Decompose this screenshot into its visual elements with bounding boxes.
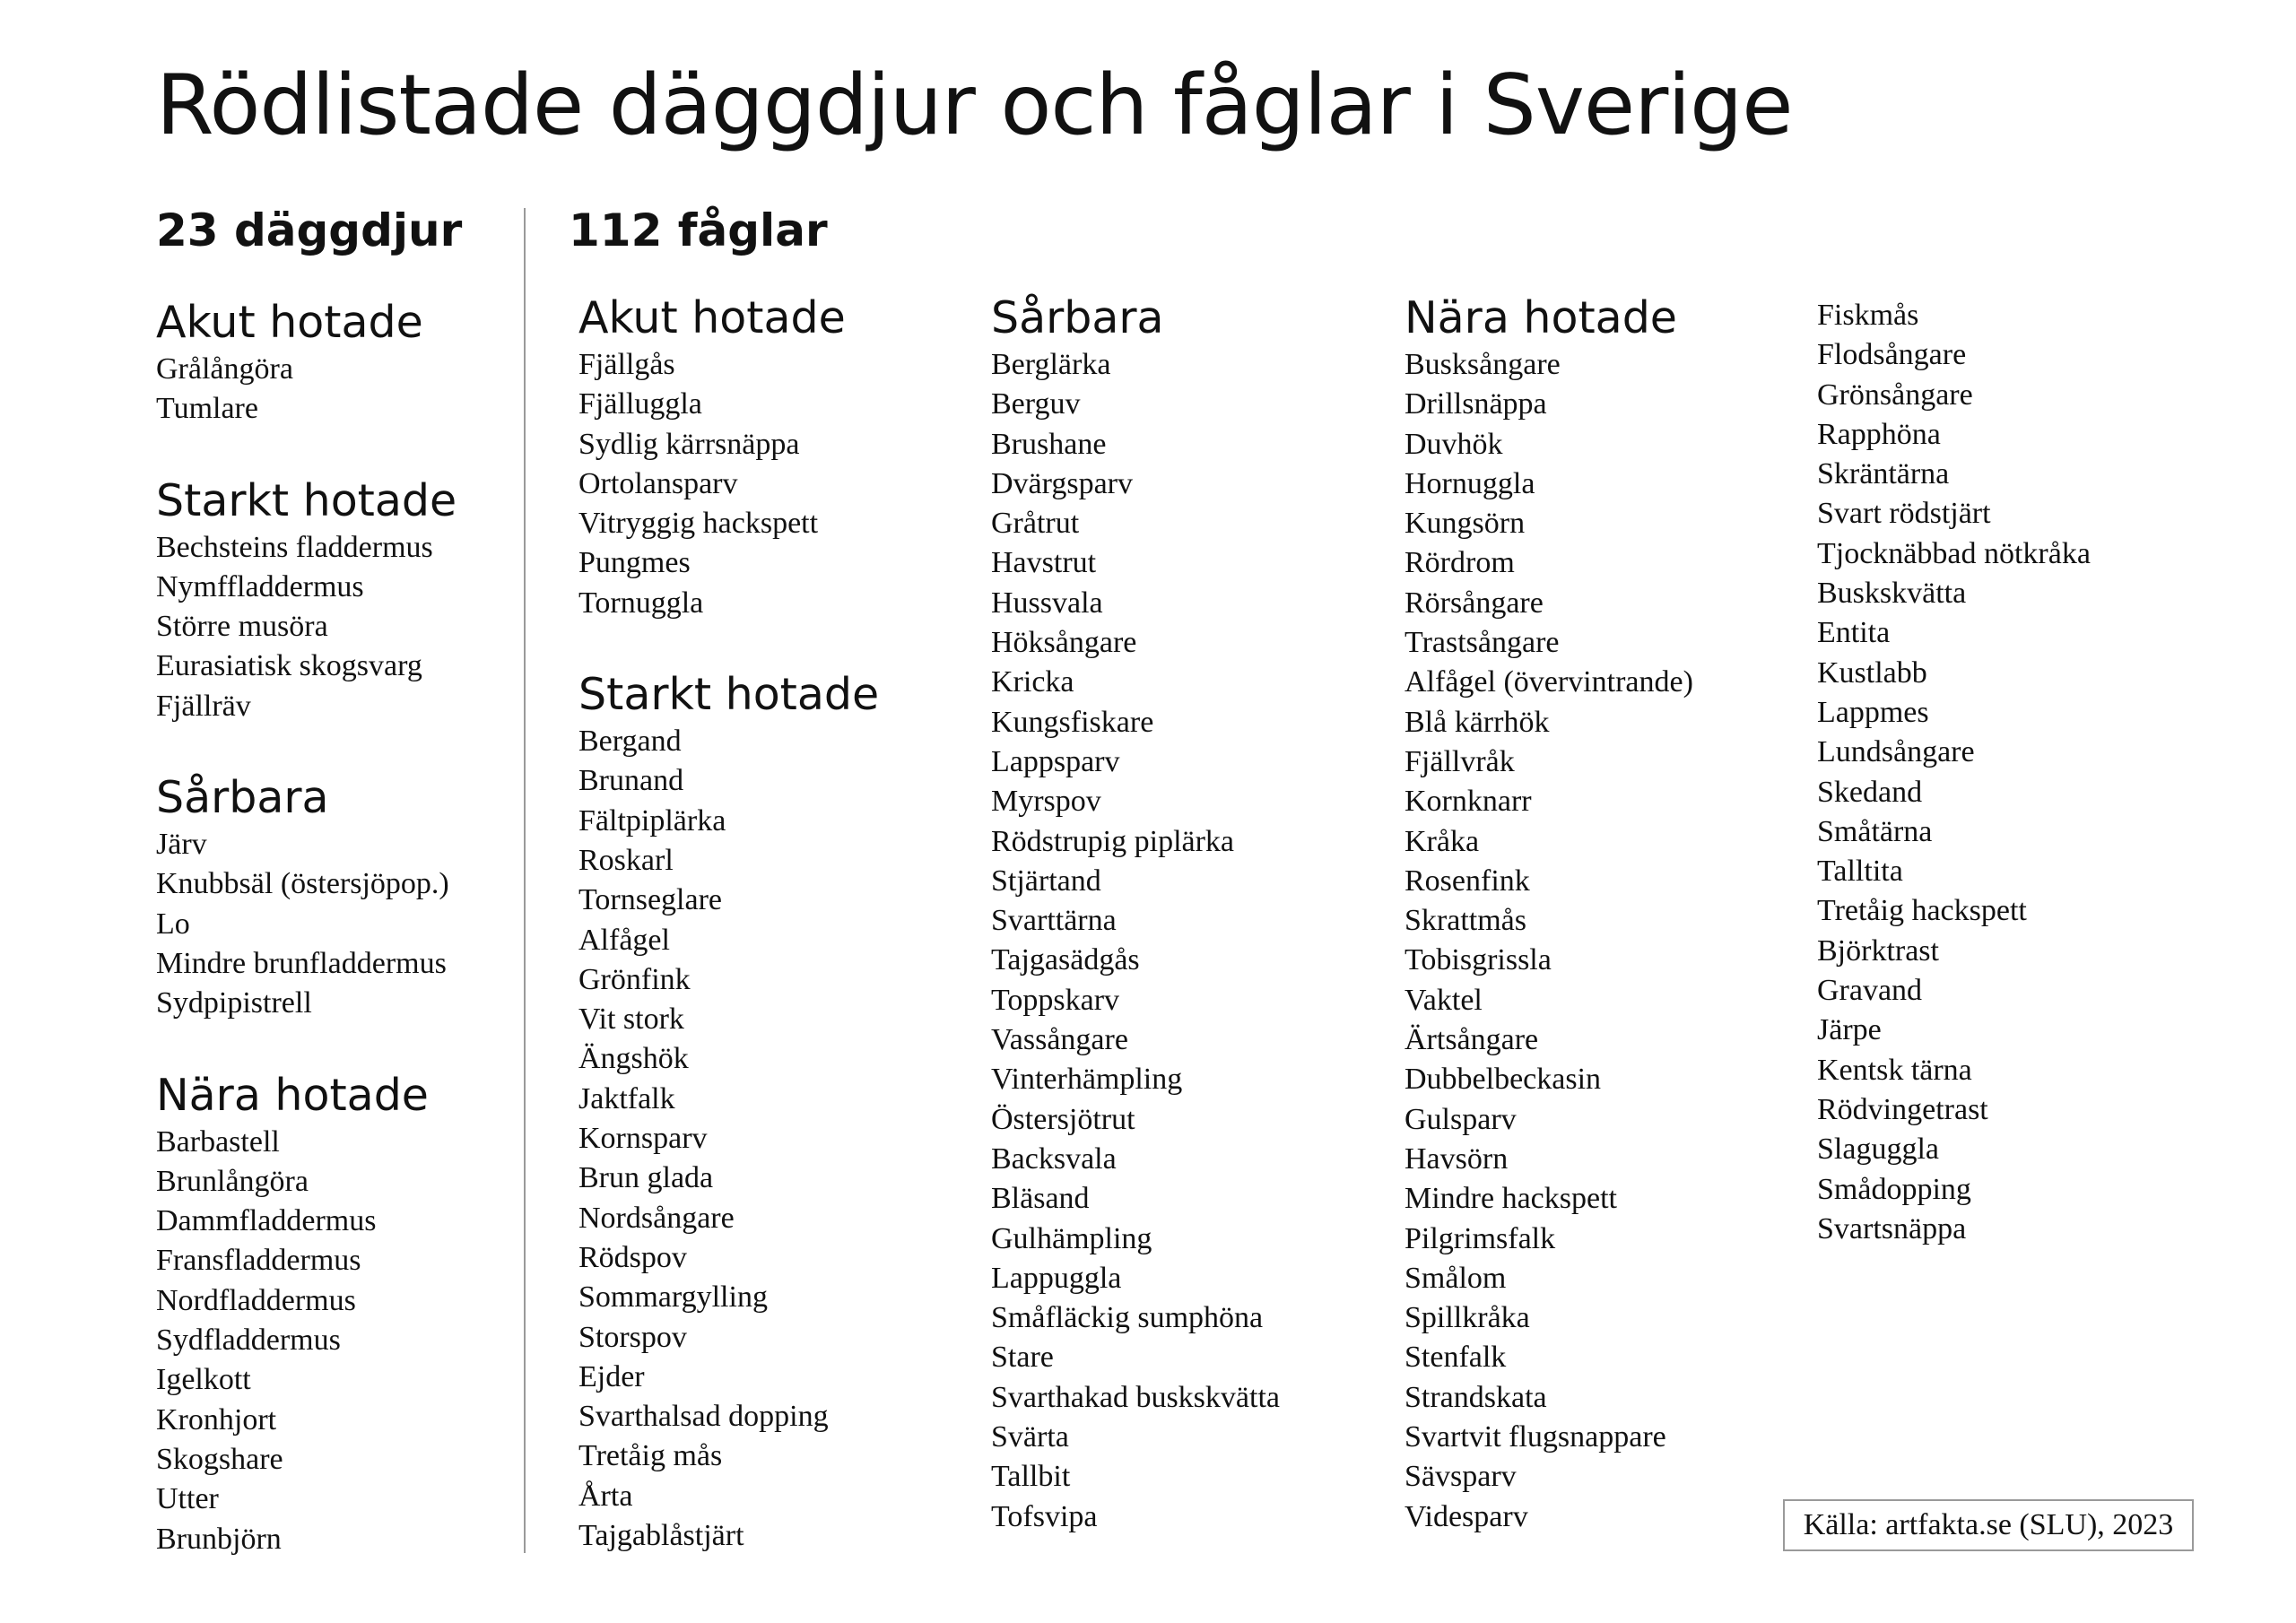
species-item: Fjällvråk xyxy=(1405,744,1515,778)
species-item: Sommargylling xyxy=(578,1280,768,1315)
page-title: Rödlistade däggdjur och fåglar i Sverige xyxy=(156,56,1793,153)
species-item: Tofsvipa xyxy=(991,1499,1098,1533)
species-item: Svarthakad buskskvätta xyxy=(991,1380,1280,1414)
species-item: Eurasiatisk skogsvarg xyxy=(156,649,422,683)
species-item: Svarthalsad dopping xyxy=(578,1400,829,1434)
species-item: Kentsk tärna xyxy=(1817,1053,1972,1087)
species-list xyxy=(578,345,879,623)
species-item: Tretåig hackspett xyxy=(1817,894,2027,928)
mammals-count-heading: 23 däggdjur xyxy=(156,204,463,256)
species-item: Havsörn xyxy=(1405,1141,1509,1176)
species-item: Utter xyxy=(156,1482,219,1516)
category-heading: Sårbara xyxy=(156,772,329,824)
species-item: Skogshare xyxy=(156,1442,283,1476)
species-item: Bläsand xyxy=(991,1182,1090,1216)
species-item: Östersjötrut xyxy=(991,1102,1135,1136)
species-item: Ärtsångare xyxy=(1405,1023,1539,1057)
category-section xyxy=(156,1069,457,1559)
species-list xyxy=(156,825,457,1023)
species-item: Ortolansparv xyxy=(578,466,738,500)
species-item: Toppskarv xyxy=(991,983,1120,1017)
species-item: Björktrast xyxy=(1817,933,1939,968)
species-item: Gravand xyxy=(1817,974,1923,1008)
species-item: Rosenfink xyxy=(1405,864,1530,898)
birds-count-heading: 112 fåglar xyxy=(569,204,828,256)
species-item: Mindre hackspett xyxy=(1405,1182,1617,1216)
species-list xyxy=(156,1123,457,1559)
category-section xyxy=(156,771,457,1023)
species-item: Rapphöna xyxy=(1817,417,1941,451)
species-item: Tallbit xyxy=(991,1460,1071,1494)
category-section xyxy=(578,291,879,623)
species-item: Myrspov xyxy=(991,785,1101,819)
species-item: Småtärna xyxy=(1817,814,1933,848)
species-list xyxy=(1405,345,1693,1537)
species-item: Nordfladdermus xyxy=(156,1283,356,1317)
species-list xyxy=(156,350,457,430)
species-item: Rödspov xyxy=(578,1240,687,1274)
species-item: Buskskvätta xyxy=(1817,577,1967,611)
species-item: Vinterhämpling xyxy=(991,1063,1183,1097)
species-item: Smådopping xyxy=(1817,1172,1971,1206)
species-item: Talltita xyxy=(1817,855,1903,889)
species-item: Svartsnäppa xyxy=(1817,1211,1967,1245)
category-heading: Sårbara xyxy=(991,292,1164,343)
species-item: Höksångare xyxy=(991,626,1137,660)
species-item: Grålångöra xyxy=(156,352,293,386)
species-item: Fiskmås xyxy=(1817,299,1919,332)
species-list xyxy=(991,345,1280,1537)
category-section xyxy=(578,668,879,1556)
species-item: Vit stork xyxy=(578,1002,684,1037)
birds-column-3 xyxy=(1405,291,1693,1582)
species-list xyxy=(156,528,457,726)
species-item: Lappsparv xyxy=(991,744,1120,778)
species-item: Skrattmås xyxy=(1405,904,1526,938)
species-item: Alfågel xyxy=(578,923,670,957)
species-item: Fjällgås xyxy=(578,348,675,381)
species-item: Brunlångöra xyxy=(156,1164,309,1198)
species-item: Hussvala xyxy=(991,586,1103,620)
species-item: Fältpiplärka xyxy=(578,803,726,838)
species-item: Trastsångare xyxy=(1405,626,1560,660)
species-item: Berglärka xyxy=(991,348,1111,381)
species-item: Rödstrupig piplärka xyxy=(991,824,1235,858)
category-heading: Starkt hotade xyxy=(578,669,880,721)
birds-column-2 xyxy=(991,291,1280,1582)
species-item: Kungsörn xyxy=(1405,507,1526,541)
species-item: Ejder xyxy=(578,1359,645,1393)
species-item: Tornuggla xyxy=(578,586,704,620)
species-item: Gulsparv xyxy=(1405,1102,1517,1136)
species-item: Sydlig kärrsnäppa xyxy=(578,427,800,461)
species-item: Slaguggla xyxy=(1817,1133,1939,1167)
species-item: Stenfalk xyxy=(1405,1341,1507,1375)
species-item: Svart rödstjärt xyxy=(1817,497,1991,531)
category-section xyxy=(1817,296,2091,1249)
species-item: Järv xyxy=(156,828,207,862)
species-item: Stjärtand xyxy=(991,864,1101,898)
species-item: Nymffladdermus xyxy=(156,569,364,603)
species-item: Småfläckig sumphöna xyxy=(991,1301,1264,1335)
species-item: Tajgablåstjärt xyxy=(578,1519,744,1553)
species-item: Fjälluggla xyxy=(578,387,702,421)
species-item: Kornknarr xyxy=(1405,785,1532,819)
species-item: Backsvala xyxy=(991,1141,1117,1176)
species-item: Kråka xyxy=(1405,824,1480,858)
species-item: Igelkott xyxy=(156,1363,251,1397)
species-item: Lappmes xyxy=(1817,695,1929,729)
species-item: Duvhök xyxy=(1405,427,1503,461)
species-item: Entita xyxy=(1817,616,1891,650)
species-item: Fjällräv xyxy=(156,689,251,723)
species-item: Tretåig mås xyxy=(578,1439,723,1473)
species-list xyxy=(578,722,879,1556)
category-heading: Nära hotade xyxy=(1405,292,1677,343)
species-item: Kustlabb xyxy=(1817,655,1927,690)
category-heading: Akut hotade xyxy=(156,297,423,348)
species-item: Rörsångare xyxy=(1405,586,1544,620)
species-item: Kungsfiskare xyxy=(991,705,1154,739)
species-item: Barbastell xyxy=(156,1124,280,1159)
species-item: Stare xyxy=(991,1341,1054,1375)
species-item: Drillsnäppa xyxy=(1405,387,1547,421)
birds-column-1 xyxy=(578,291,879,1601)
species-item: Ängshök xyxy=(578,1042,689,1076)
species-item: Jaktfalk xyxy=(578,1081,675,1115)
species-item: Sävsparv xyxy=(1405,1460,1517,1494)
species-item: Kornsparv xyxy=(578,1122,708,1156)
species-list xyxy=(1817,296,2091,1249)
species-item: Grönsångare xyxy=(1817,378,1973,412)
species-item: Bergand xyxy=(578,725,682,759)
species-item: Dammfladdermus xyxy=(156,1204,377,1238)
species-item: Tajgasädgås xyxy=(991,943,1140,977)
category-heading: Starkt hotade xyxy=(156,474,457,526)
species-item: Mindre brunfladdermus xyxy=(156,946,447,980)
species-item: Tornseglare xyxy=(578,883,722,917)
species-item: Kronhjort xyxy=(156,1402,277,1436)
mammals-column xyxy=(156,296,457,1604)
species-item: Tumlare xyxy=(156,392,258,426)
species-item: Skedand xyxy=(1817,775,1923,809)
category-section xyxy=(1405,291,1693,1537)
species-item: Knubbsäl (östersjöpop.) xyxy=(156,867,449,901)
source-note: Källa: artfakta.se (SLU), 2023 xyxy=(1783,1499,2194,1551)
species-item: Skräntärna xyxy=(1817,457,1950,491)
species-item: Busksångare xyxy=(1405,348,1561,381)
species-item: Lo xyxy=(156,907,190,941)
species-item: Bechsteins fladdermus xyxy=(156,530,433,564)
birds-column-4 xyxy=(1817,296,2091,1294)
species-item: Dvärgsparv xyxy=(991,466,1133,500)
species-item: Gulhämpling xyxy=(991,1221,1152,1255)
species-item: Roskarl xyxy=(578,843,674,877)
species-item: Strandskata xyxy=(1405,1380,1547,1414)
species-item: Pilgrimsfalk xyxy=(1405,1221,1556,1255)
species-item: Storspov xyxy=(578,1320,687,1354)
species-item: Videsparv xyxy=(1405,1499,1528,1533)
species-item: Tobisgrissla xyxy=(1405,943,1552,977)
species-item: Vitryggig hackspett xyxy=(578,507,819,541)
species-item: Hornuggla xyxy=(1405,466,1535,500)
species-item: Brunand xyxy=(578,764,684,798)
species-item: Årta xyxy=(578,1479,633,1513)
species-item: Större musöra xyxy=(156,610,328,644)
species-item: Alfågel (övervintrande) xyxy=(1405,665,1693,699)
species-item: Brushane xyxy=(991,427,1107,461)
species-item: Havstrut xyxy=(991,546,1097,580)
species-item: Dubbelbeckasin xyxy=(1405,1063,1602,1097)
species-item: Lundsångare xyxy=(1817,735,1975,769)
species-item: Kricka xyxy=(991,665,1074,699)
species-item: Nordsångare xyxy=(578,1201,735,1235)
species-item: Berguv xyxy=(991,387,1081,421)
species-item: Flodsångare xyxy=(1817,338,1967,372)
species-item: Pungmes xyxy=(578,546,691,580)
species-item: Järpe xyxy=(1817,1013,1882,1047)
species-item: Sydpipistrell xyxy=(156,986,312,1020)
species-item: Svartvit flugsnappare xyxy=(1405,1420,1666,1454)
species-item: Vaktel xyxy=(1405,983,1483,1017)
species-item: Brunbjörn xyxy=(156,1522,282,1556)
species-item: Sydfladdermus xyxy=(156,1324,341,1358)
species-item: Brun glada xyxy=(578,1161,714,1195)
category-section xyxy=(991,291,1280,1537)
species-item: Rödvingetrast xyxy=(1817,1092,1988,1126)
species-item: Svärta xyxy=(991,1420,1069,1454)
species-item: Rördrom xyxy=(1405,546,1515,580)
species-item: Vassångare xyxy=(991,1023,1128,1057)
species-item: Lappuggla xyxy=(991,1261,1122,1295)
category-heading: Akut hotade xyxy=(578,292,846,343)
species-item: Fransfladdermus xyxy=(156,1244,361,1278)
species-item: Svarttärna xyxy=(991,904,1117,938)
species-item: Spillkråka xyxy=(1405,1301,1530,1335)
column-divider xyxy=(524,208,526,1553)
species-item: Smålom xyxy=(1405,1261,1507,1295)
species-item: Gråtrut xyxy=(991,507,1080,541)
category-heading: Nära hotade xyxy=(156,1069,429,1121)
category-section xyxy=(156,474,457,726)
species-item: Grönfink xyxy=(578,962,691,996)
species-item: Blå kärrhök xyxy=(1405,705,1550,739)
species-item: Tjocknäbbad nötkråka xyxy=(1817,536,2091,570)
category-section xyxy=(156,296,457,430)
